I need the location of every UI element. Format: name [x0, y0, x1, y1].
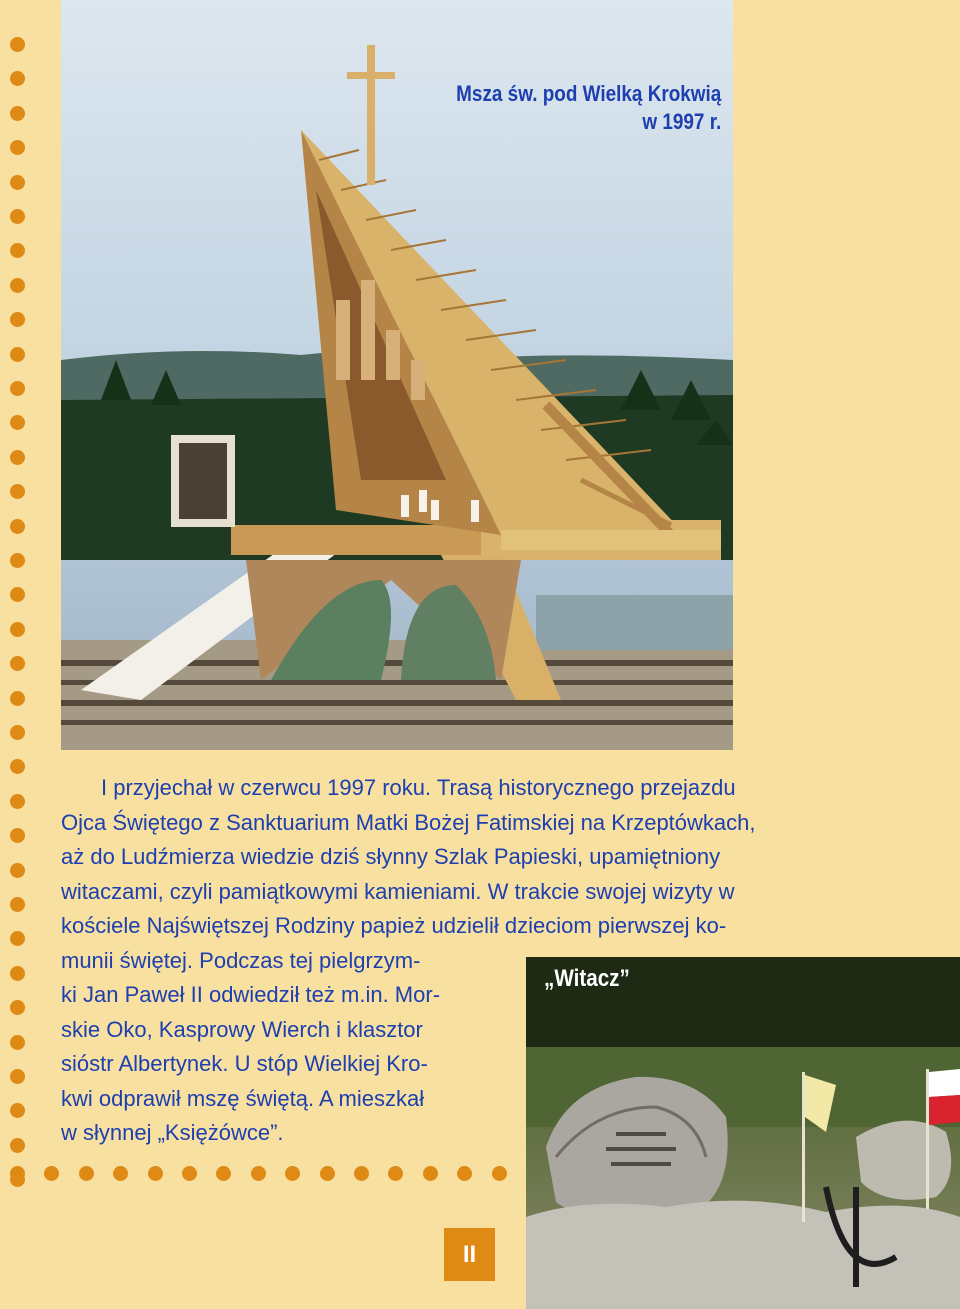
- decorative-dot: [10, 966, 25, 981]
- article-line: kwi odprawił mszę świętą. A mieszkał: [61, 1085, 425, 1111]
- decorative-dot: [10, 725, 25, 740]
- decorative-dot: [10, 312, 25, 327]
- article-line: witaczami, czyli pamiątkowymi kamieniami. W trakcie swojej wizyty w: [61, 878, 735, 904]
- decorative-dot: [10, 278, 25, 293]
- article-line: aż do Ludźmierza wiedzie dziś słynny Szlak Papieski, upamiętniony: [61, 844, 721, 869]
- witacz-photo-illustration: [526, 957, 960, 1309]
- decorative-dot: [10, 622, 25, 637]
- decorative-dot: [10, 175, 25, 190]
- decorative-dot: [10, 1035, 25, 1050]
- decorative-dot: [10, 897, 25, 912]
- decorative-dot: [10, 450, 25, 465]
- decorative-dot: [10, 1166, 25, 1181]
- decorative-dot: [423, 1166, 438, 1181]
- article-line: munii świętej. Podczas tej pielgrzym-: [61, 947, 421, 973]
- decorative-dot: [285, 1166, 300, 1181]
- article-line: ki Jan Paweł II odwiedził też m.in. Mor-: [61, 982, 441, 1007]
- decorative-dot: [10, 587, 25, 602]
- mass-photo-caption-line1: Msza św. pod Wielką Krokwią: [455, 81, 721, 106]
- decorative-dot: [457, 1166, 472, 1181]
- decorative-dot: [10, 1000, 25, 1015]
- decorative-dot: [10, 656, 25, 671]
- decorative-dot: [10, 381, 25, 396]
- decorative-dot: [148, 1166, 163, 1181]
- article-line: Ojca Świętego z Sanktuarium Matki Bożej Fatimskiej na Krzeptówkach,: [61, 809, 756, 835]
- page-number: II: [444, 1228, 495, 1281]
- article-line: I przyjechał w czerwcu 1997 roku. Trasą historycznego przejazdu: [101, 775, 736, 800]
- decorative-dot: [10, 553, 25, 568]
- decorative-dot: [79, 1166, 94, 1181]
- article-line: skie Oko, Kasprowy Wierch i klasztor: [61, 1016, 423, 1042]
- decorative-dot: [10, 71, 25, 86]
- decorative-dot: [10, 1069, 25, 1084]
- decorative-dot: [10, 691, 25, 706]
- decorative-dot: [182, 1166, 197, 1181]
- witacz-photo: [526, 957, 960, 1309]
- decorative-dot: [10, 106, 25, 121]
- decorative-dot: [10, 415, 25, 430]
- decorative-dot: [320, 1166, 335, 1181]
- decorative-dot: [10, 863, 25, 878]
- decorative-dot: [10, 347, 25, 362]
- decorative-dot: [113, 1166, 128, 1181]
- decorative-dot: [10, 243, 25, 258]
- decorative-dot: [10, 794, 25, 809]
- decorative-dot: [354, 1166, 369, 1181]
- decorative-dot: [216, 1166, 231, 1181]
- article-line: kościele Najświętszej Rodziny papież udzielił dzieciom pierwszej ko-: [61, 913, 727, 938]
- decorative-dot: [10, 484, 25, 499]
- witacz-photo-caption: „Witacz”: [544, 965, 630, 992]
- decorative-dot: [388, 1166, 403, 1181]
- decorative-dot: [10, 759, 25, 774]
- decorative-dot: [10, 140, 25, 155]
- article-line: w słynnej „Księżówce”.: [61, 1120, 284, 1145]
- mass-photo-caption: [456, 80, 721, 136]
- decorative-dot: [10, 1103, 25, 1118]
- decorative-dot: [10, 1138, 25, 1153]
- decorative-dot: [10, 519, 25, 534]
- decorative-dot: [44, 1166, 59, 1181]
- decorative-dot: [10, 931, 25, 946]
- decorative-dot: [10, 37, 25, 52]
- mass-photo-caption-line2: w 1997 r.: [642, 109, 721, 134]
- decorative-dot: [492, 1166, 507, 1181]
- decorative-dot: [10, 209, 25, 224]
- decorative-dot: [251, 1166, 266, 1181]
- decorative-dot: [10, 828, 25, 843]
- article-line: sióstr Albertynek. U stóp Wielkiej Kro-: [61, 1051, 428, 1076]
- mass-photo: [61, 0, 733, 750]
